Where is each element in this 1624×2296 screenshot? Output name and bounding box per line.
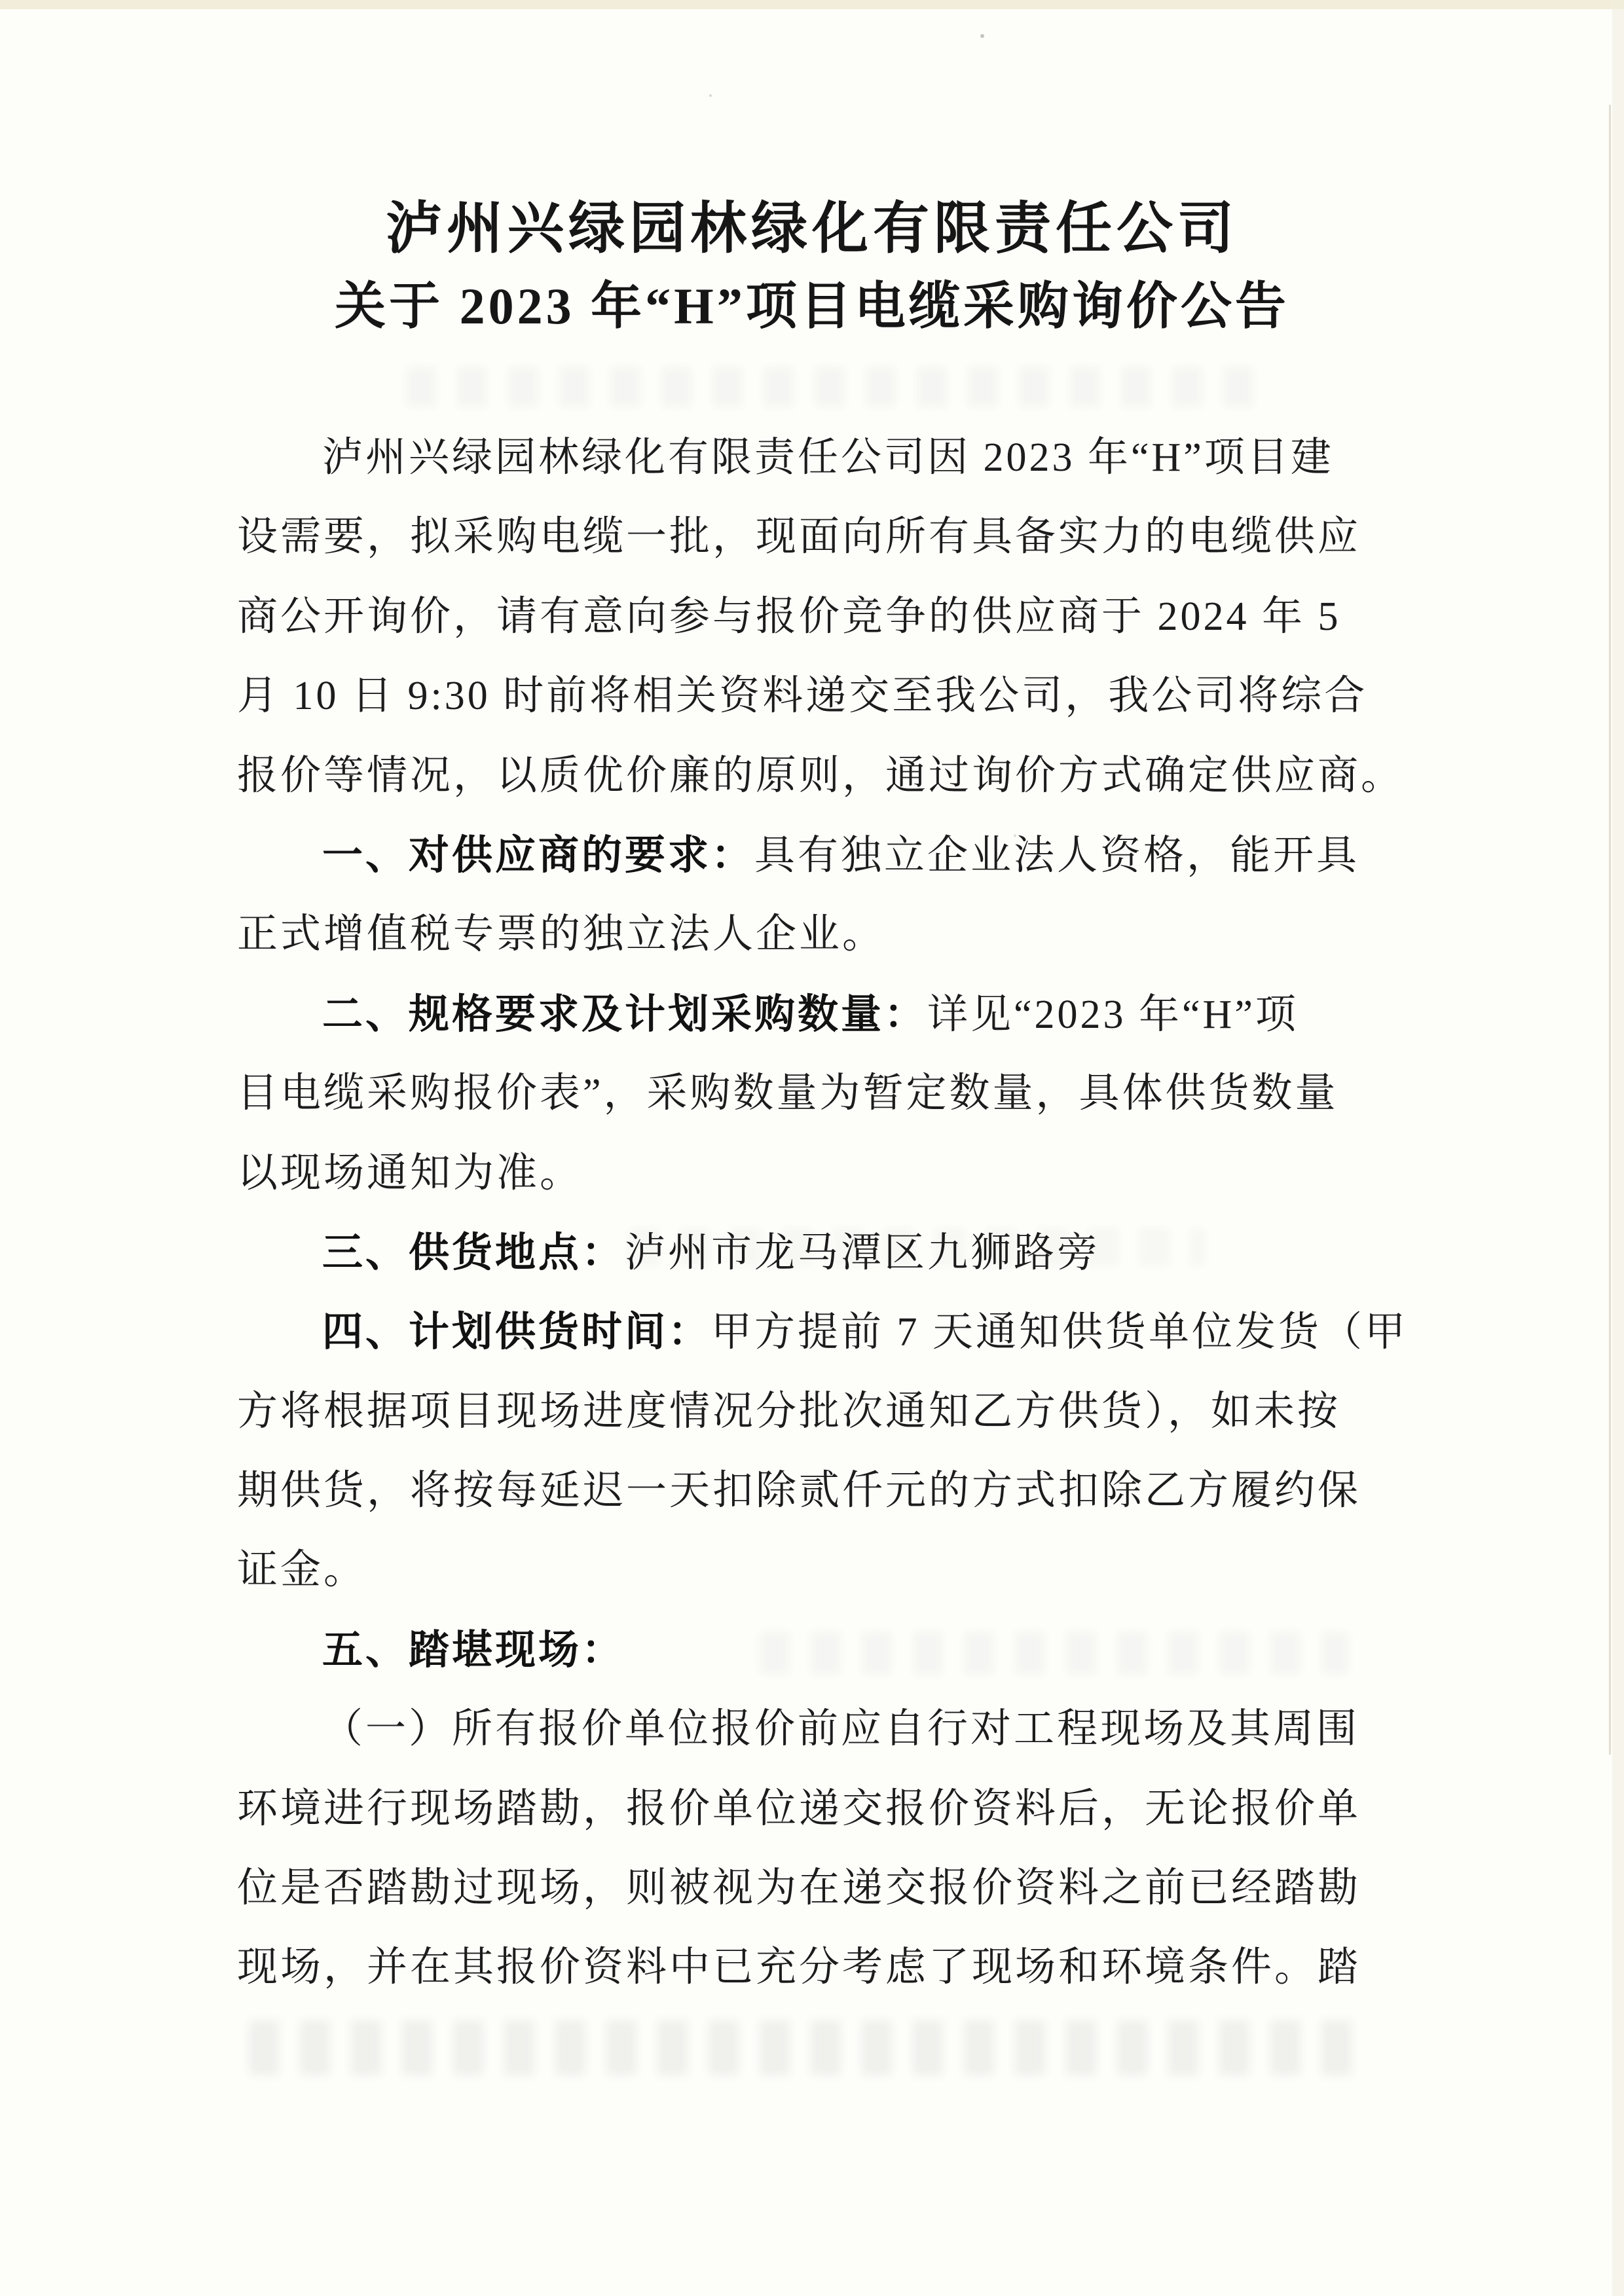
text-line: 证金。 [237, 1548, 367, 1593]
ink-speck [980, 34, 984, 38]
text-line: 商公开询价，请有意向参与报价竞争的供应商于 2024 年 5 [237, 594, 1341, 639]
text-line: 方将根据项目现场进度情况分批次通知乙方供货），如未按 [237, 1389, 1341, 1434]
bleedthrough-smudge [249, 2020, 1362, 2075]
document-title-line-2: 关于 2023 年“H”项目电缆采购询价公告 [335, 278, 1289, 335]
section-heading: 五、踏堪现场： [322, 1627, 625, 1673]
ink-speck [709, 94, 712, 97]
text-line: 期供货，将按每延迟一天扣除贰仟元的方式扣除乙方履约保 [237, 1468, 1361, 1514]
text-line: 泸州兴绿园林绿化有限责任公司因 2023 年“H”项目建 [322, 435, 1334, 480]
text-line: （一）所有报价单位报价前应自行对工程现场及其周围 [322, 1707, 1360, 1752]
text-line: 设需要，拟采购电缆一批，现面向所有具备实力的电缆供应 [237, 515, 1361, 560]
section-heading: 三、供货地点： [322, 1230, 625, 1275]
text-line: 环境进行现场踏勘，报价单位递交报价资料后，无论报价单 [237, 1786, 1361, 1831]
scan-edge-strip [0, 0, 1624, 9]
text-line: 以现场通知为准。 [237, 1150, 583, 1195]
text-line: 二、规格要求及计划采购数量：详见“2023 年“H”项 [322, 991, 1299, 1037]
bleedthrough-smudge [406, 367, 1270, 407]
scan-right-edge-line [1609, 105, 1611, 1755]
text-line [237, 1611, 1409, 1690]
text-line: 正式增值税专票的独立法人企业。 [237, 912, 886, 957]
section-heading: 二、规格要求及计划采购数量： [322, 991, 928, 1037]
text-line: 三、供货地点：泸州市龙马潭区九狮路旁 [322, 1230, 1101, 1275]
text-line: 位是否踏勘过现场，则被视为在递交报价资料之前已经踏勘 [237, 1866, 1361, 1911]
text-line: 四、计划供货时间：甲方提前 7 天通知供货单位发货（甲 [322, 1309, 1409, 1355]
text-line: 一、对供应商的要求：具有独立企业法人资格，能开具 [322, 832, 1360, 878]
scan-right-edge-band [1612, 0, 1624, 2296]
text-line: 报价等情况，以质优价廉的原则，通过询价方式确定供应商。 [237, 753, 1405, 798]
document-title-line-1: 泸州兴绿园林绿化有限责任公司 [386, 197, 1238, 260]
section-heading: 四、计划供货时间： [322, 1309, 712, 1355]
text-line: 目电缆采购报价表”，采购数量为暂定数量，具体供货数量 [237, 1071, 1338, 1116]
text-line: 月 10 日 9:30 时前将相关资料递交至我公司，我公司将综合 [237, 674, 1368, 719]
text-line: 现场，并在其报价资料中已充分考虑了现场和环境条件。踏 [237, 1945, 1361, 1990]
document-body [237, 418, 1409, 2008]
section-heading: 一、对供应商的要求： [322, 832, 755, 878]
